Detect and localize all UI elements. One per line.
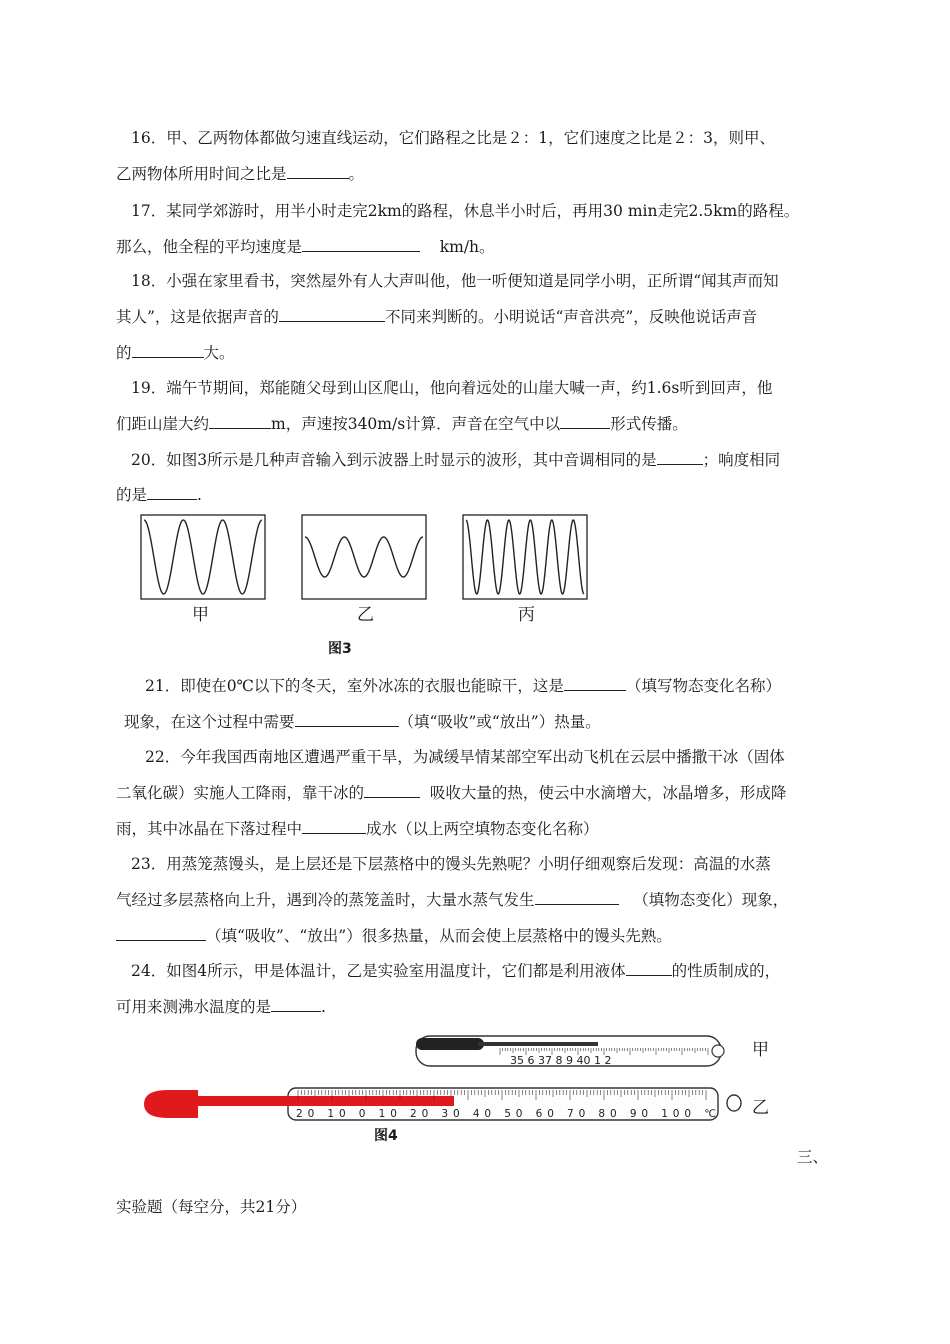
q19-line2 xyxy=(116,413,688,435)
q24-answer-blank-1[interactable] xyxy=(626,960,672,976)
q22-text-d: 成水（以上两空填物态变化名称） xyxy=(366,820,599,838)
clinical-thermometer-jia xyxy=(416,1036,724,1067)
wave-jia xyxy=(144,520,262,594)
q18-text-d: 大。 xyxy=(203,344,235,362)
q24-text-d: . xyxy=(321,998,326,1016)
q18-answer-blank-2[interactable] xyxy=(132,342,204,358)
q24-text-b: 的性质制成的， xyxy=(671,962,781,980)
q23-text-a: 气经过多层蒸格向上升，遇到冷的蒸笼盖时，大量水蒸气发生 xyxy=(116,891,535,909)
q17-text-b: km/h。 xyxy=(439,238,495,256)
q18-answer-blank-1[interactable] xyxy=(279,306,385,322)
wave-box-yi xyxy=(302,515,426,599)
q24-answer-blank-2[interactable] xyxy=(271,996,321,1012)
clinical-end-cap xyxy=(712,1045,724,1057)
lab-bulb xyxy=(144,1090,198,1118)
q23-text-b: （填物态变化）现象， xyxy=(633,891,789,909)
wave-yi xyxy=(305,537,423,577)
wave-bing xyxy=(466,520,584,594)
q19-line1: 19．端午节期间，郑能随父母到山区爬山，他向着远处的山崖大喊一声，约1.6s听到回声，他 xyxy=(131,379,773,397)
section-3-title: 实验题（每空分，共21分） xyxy=(116,1198,307,1216)
fig4-label-jia: 甲 xyxy=(752,1040,769,1060)
q16-text-b: 。 xyxy=(348,165,365,183)
lab-scale-label: 20 10 0 10 20 30 40 50 60 70 80 90 100 ℃ xyxy=(296,1108,716,1120)
q17-line2 xyxy=(116,236,495,258)
q17-text-a: 那么，他全程的平均速度是 xyxy=(116,238,303,256)
lab-thermometer-yi xyxy=(144,1088,741,1120)
fig4-label-yi: 乙 xyxy=(752,1098,769,1118)
q18-text-b: 不同来判断的。小明说话“声音洪亮”，反映他说话声音 xyxy=(384,308,758,326)
q20-text-b: ；响度相同 xyxy=(702,451,781,469)
fig3-caption: 图3 xyxy=(328,641,352,657)
q23-line1: 23．用蒸笼蒸馒头，是上层还是下层蒸格中的馒头先熟呢？小明仔细观察后发现：高温的水蒸 xyxy=(131,855,771,873)
q18-line1: 18．小强在家里看书，突然屋外有人大声叫他，他一听便知道是同学小明，正所谓“闻其声而知 xyxy=(131,272,779,290)
q16-answer-blank[interactable] xyxy=(287,163,349,179)
q22-text-c: 雨，其中冰晶在下落过程中 xyxy=(116,820,303,838)
q22-text-b: 吸收大量的热，使云中水滴增大，冰晶增多，形成降 xyxy=(429,784,787,802)
q20-text-d: . xyxy=(197,486,202,504)
q24-line1 xyxy=(131,960,780,982)
q19-answer-blank-2[interactable] xyxy=(560,413,610,429)
q22-line2 xyxy=(116,782,786,804)
clinical-column xyxy=(478,1042,598,1046)
q20-line2 xyxy=(116,484,202,506)
q21-line2 xyxy=(124,711,601,733)
lab-hanging-ring xyxy=(727,1095,741,1111)
q18-line2 xyxy=(116,306,757,328)
q17-line1: 17．某同学郊游时，用半小时走完2km的路程，休息半小时后，再用30 min走完2.5km的路程。 xyxy=(131,202,800,220)
q22-answer-blank-2[interactable] xyxy=(302,818,366,834)
q19-text-a: 们距山崖大约 xyxy=(116,415,210,433)
lab-mercury-column xyxy=(196,1096,454,1106)
q21-answer-blank-2[interactable] xyxy=(295,711,399,727)
figure-3-waveforms xyxy=(138,512,593,602)
fig4-caption: 图4 xyxy=(374,1128,398,1144)
q16-line1: 16．甲、乙两物体都做匀速直线运动，它们路程之比是２：1，它们速度之比是２：3，则甲、 xyxy=(131,129,775,147)
q19-text-b: m，声速按340m/s计算．声音在空气中以 xyxy=(271,415,561,433)
q19-text-c: 形式传播。 xyxy=(610,415,688,433)
q23-answer-blank-1[interactable] xyxy=(535,889,619,905)
q23-line2 xyxy=(116,889,788,911)
q22-line3 xyxy=(116,818,599,840)
q17-answer-blank[interactable] xyxy=(302,236,420,252)
q19-answer-blank-1[interactable] xyxy=(209,413,271,429)
q24-text-c: 可用来测沸水温度的是 xyxy=(116,998,272,1016)
q21-text-c: 现象，在这个过程中需要 xyxy=(124,713,295,731)
q24-line2 xyxy=(116,996,326,1018)
q18-line3 xyxy=(116,342,235,364)
q18-text-a: 其人”，这是依据声音的 xyxy=(116,308,279,326)
clinical-bulb xyxy=(416,1038,484,1050)
q21-text-b: （填写物态变化名称） xyxy=(625,677,781,695)
q23-line3 xyxy=(116,925,672,947)
q16-text-a: 乙两物体所用时间之比是 xyxy=(116,165,287,183)
q18-text-c: 的 xyxy=(116,344,132,362)
q23-answer-blank-2[interactable] xyxy=(116,925,206,941)
q20-text-c: 的是 xyxy=(116,486,148,504)
q23-text-c: （填“吸收”、“放出”）很多热量，从而会使上层蒸格中的馒头先熟。 xyxy=(206,927,672,945)
q20-answer-blank-1[interactable] xyxy=(657,449,703,465)
q20-line1 xyxy=(131,449,780,471)
clinical-scale-label: 35 6 37 8 9 40 1 2 xyxy=(510,1054,612,1067)
q22-line1: 22．今年我国西南地区遭遇严重干旱，为减缓旱情某部空军出动飞机在云层中播撒干冰（固体 xyxy=(145,748,785,766)
q22-text-a: 二氧化碳）实施人工降雨，靠干冰的 xyxy=(116,784,365,802)
fig3-label-bing: 丙 xyxy=(518,605,535,625)
q21-line1 xyxy=(145,675,781,697)
fig3-label-jia: 甲 xyxy=(192,605,209,625)
fig3-label-yi: 乙 xyxy=(357,605,374,625)
q21-answer-blank-1[interactable] xyxy=(564,675,626,691)
section-3-number: 三、 xyxy=(797,1148,829,1166)
q22-answer-blank-1[interactable] xyxy=(364,782,420,798)
q21-text-d: （填“吸收”或“放出”）热量。 xyxy=(398,713,601,731)
q20-answer-blank-2[interactable] xyxy=(147,484,197,500)
q24-text-a: 24．如图4所示，甲是体温计，乙是实验室用温度计，它们都是利用液体 xyxy=(131,962,626,980)
q20-text-a: 20．如图3所示是几种声音输入到示波器上时显示的波形，其中音调相同的是 xyxy=(131,451,657,469)
figure-4-thermometers xyxy=(138,1030,783,1125)
q16-line2 xyxy=(116,163,364,185)
q21-text-a: 21．即使在0℃以下的冬天，室外冰冻的衣服也能晾干，这是 xyxy=(145,677,564,695)
